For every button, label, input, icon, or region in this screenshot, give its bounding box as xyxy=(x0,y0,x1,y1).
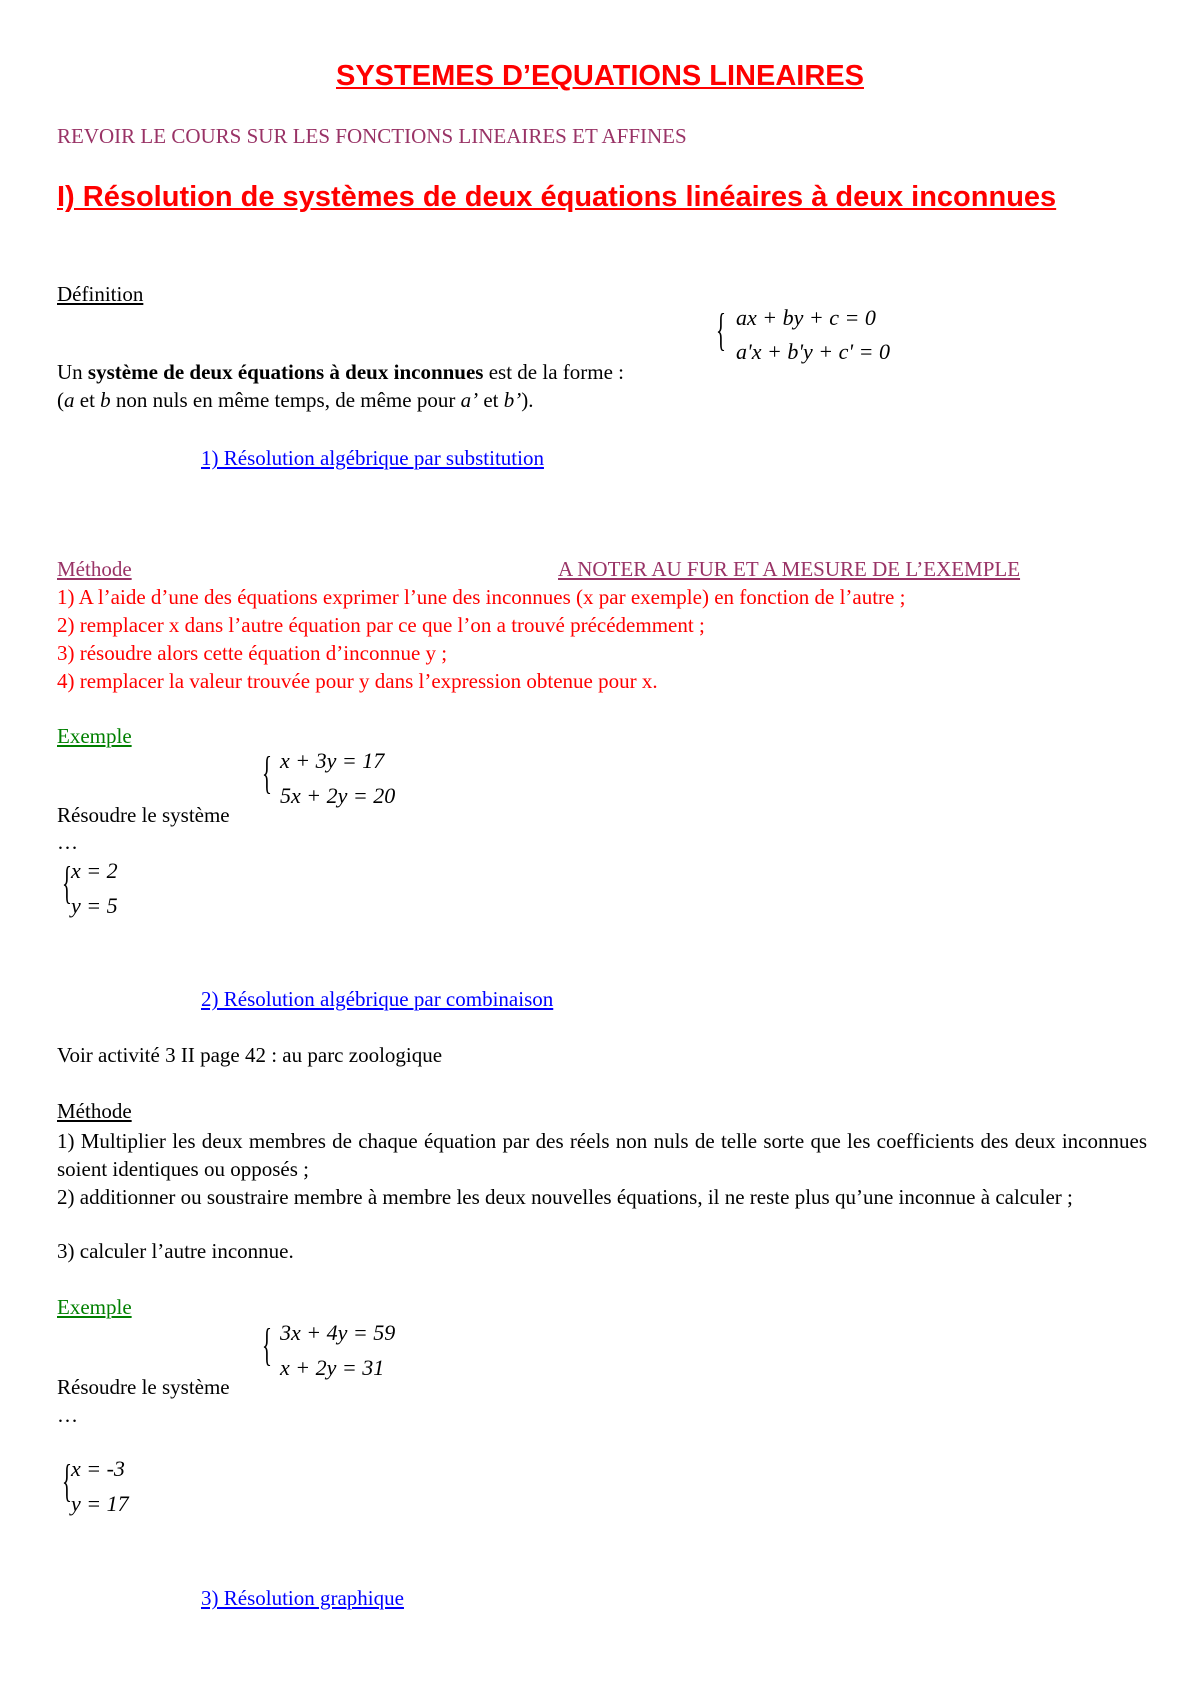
link-substitution[interactable]: 1) Résolution algébrique par substitution xyxy=(201,446,544,470)
left-brace: { xyxy=(262,747,272,798)
form-equation-1: ax + by + c = 0 xyxy=(736,305,876,330)
activity-text: Voir activité 3 II page 42 : au parc zoologique xyxy=(57,1043,443,1067)
subtitle: REVOIR LE COURS SUR LES FONCTIONS LINEAIRES ET AFFINES xyxy=(57,124,687,148)
system-2-eq1: 3x + 4y = 59 xyxy=(280,1320,396,1345)
step-4: 4) remplacer la valeur trouvée pour y dans l’expression obtenue pour x. xyxy=(57,669,658,693)
step-2-2: 2) additionner ou soustraire membre à membre les deux nouvelles équations, il ne reste plus qu’une inconnue à calculer ; xyxy=(57,1185,1073,1209)
definition-bold: système de deux équations à deux inconnues xyxy=(87,360,484,384)
definition-text: Un système de deux équations à deux inconnues est de la forme : xyxy=(57,360,625,384)
system-1-eq2: 5x + 2y = 20 xyxy=(280,783,396,808)
definition-note: (a et b non nuls en même temps, de même pour a’ et b’). xyxy=(57,388,534,412)
solve-text-2: Résoudre le système xyxy=(57,1375,230,1399)
definition-label: Définition xyxy=(57,282,144,306)
link-graphique[interactable]: 3) Résolution graphique xyxy=(201,1586,404,1610)
step-3: 3) résoudre alors cette équation d’inconnue y ; xyxy=(57,641,448,665)
method-label-2: Méthode xyxy=(57,1099,132,1123)
step-2: 2) remplacer x dans l’autre équation par ce que l’on a trouvé précédemment ; xyxy=(57,613,705,637)
note-label: A NOTER AU FUR ET A MESURE DE L’EXEMPLE xyxy=(558,557,1021,581)
page-title: SYSTEMES D’EQUATIONS LINEAIRES xyxy=(336,60,864,92)
left-brace: { xyxy=(62,857,72,908)
step-2-1: 1) Multiplier les deux membres de chaque équation par des réels non nuls de telle sorte que les coefficients des deux inconnues soient identiques ou opposés ; xyxy=(57,1129,1147,1181)
solution-2-eq2: y = 17 xyxy=(71,1491,129,1516)
method-label-1: Méthode xyxy=(57,557,132,581)
example-label-1: Exemple xyxy=(57,724,132,748)
solution-1-eq1: x = 2 xyxy=(71,858,118,883)
system-1-eq1: x + 3y = 17 xyxy=(280,748,385,773)
left-brace: { xyxy=(716,304,726,355)
link-combinaison[interactable]: 2) Résolution algébrique par combinaison xyxy=(201,987,554,1011)
ellipsis-1: … xyxy=(57,830,78,854)
step-2-3: 3) calculer l’autre inconnue. xyxy=(57,1239,294,1263)
solution-2-eq1: x = -3 xyxy=(71,1456,125,1481)
example-label-2: Exemple xyxy=(57,1295,132,1319)
solution-1-eq2: y = 5 xyxy=(71,893,118,918)
form-equation-2: a'x + b'y + c' = 0 xyxy=(736,339,890,364)
section-heading: I) Résolution de systèmes de deux équations linéaires à deux inconnues xyxy=(57,181,1057,213)
left-brace: { xyxy=(62,1455,72,1506)
solve-text-1: Résoudre le système xyxy=(57,803,230,827)
ellipsis-2: … xyxy=(57,1403,78,1427)
left-brace: { xyxy=(262,1319,272,1370)
step-1: 1) A l’aide d’une des équations exprimer l’une des inconnues (x par exemple) en fonction de l’autre ; xyxy=(57,585,906,609)
system-2-eq2: x + 2y = 31 xyxy=(280,1355,385,1380)
